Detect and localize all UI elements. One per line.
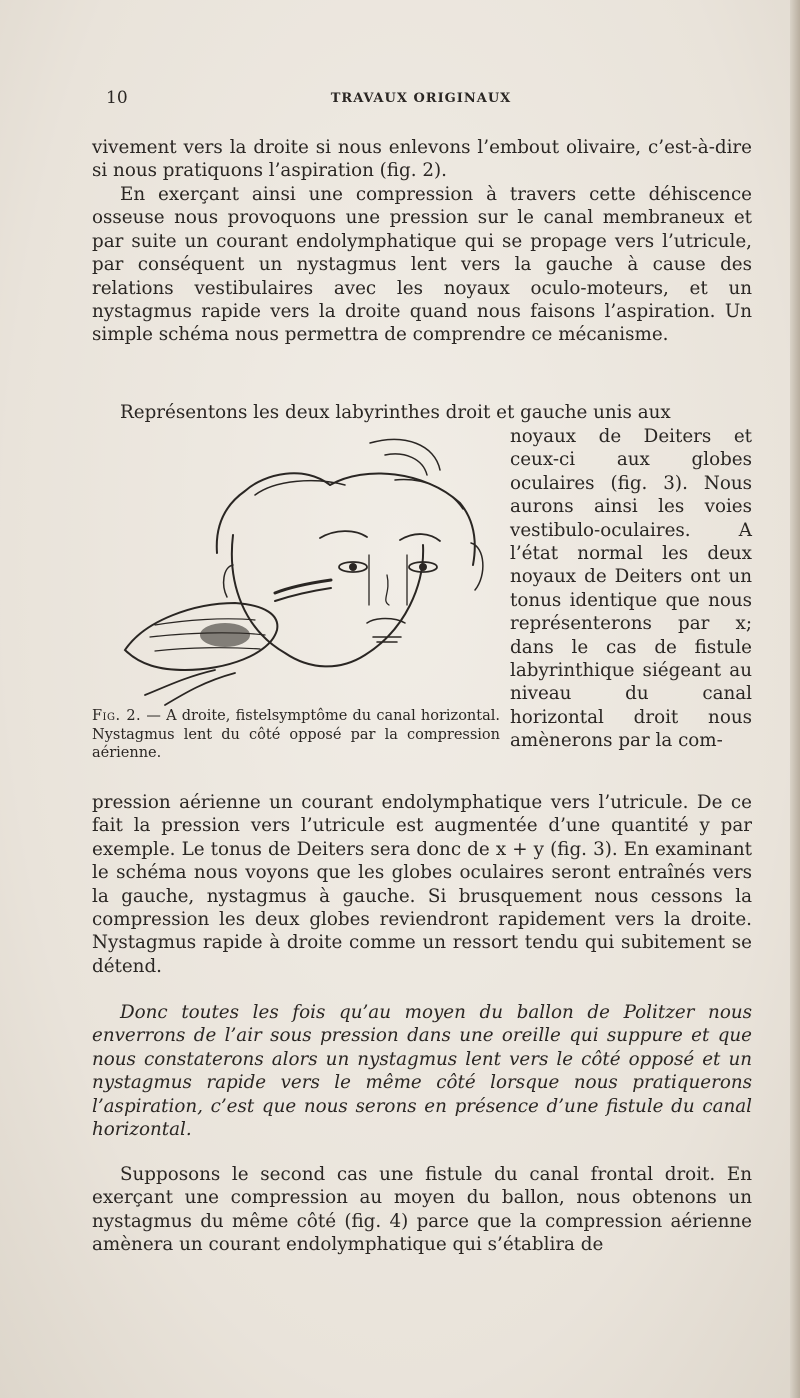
paragraph-4: pression aérienne un courant endolymphatique vers l’utricule. De ce fait la pression vers l’utricule est augmentée d’une quantité y par exemple. Le tonus de Deiters sera donc de x + y (fig. 3). En examinant le schéma nous voyons que les globes oculaires seront entraînés vers la gauche, nystagmus à gauche. Si brusquement nous cessons la compression les deux globes reviendront rapidement vers la droite. Nystagmus rapide à droite comme un ressort tendu qui subitement se détend.: [92, 792, 752, 977]
page-edge: [790, 0, 800, 1398]
paragraph-5: Supposons le second cas une fistule du canal frontal droit. En exerçant une compression au moyen du ballon, nous obtenons un nystagmus du même côté (fig. 4) parce que la compression aérienne amènera un courant endolymphatique qui s’établira de: [92, 1164, 752, 1256]
paragraph-3: Représentons les deux labyrinthes droit et gauche unis aux: [120, 402, 671, 423]
page-number: 10: [106, 88, 128, 108]
paragraph-2: En exerçant ainsi une compression à travers cette déhiscence osseuse nous provoquons une pression sur le canal membraneux et par suite un courant endolymphatique qui se propage vers l’utricule, par conséquent un nystagmus lent vers la gauche à cause des relations vestibulaires avec les noyaux oculo-moteurs, et un nystagmus rapide vers la droite quand nous faisons l’aspiration. Un simple schéma nous permettra de comprendre ce mécanisme.: [92, 184, 752, 346]
head-balloon-drawing: [105, 425, 495, 710]
running-head: TRAVAUX ORIGINAUX: [330, 91, 512, 106]
figure-caption: [92, 707, 500, 763]
italic-paragraph: Donc toutes les fois qu’au moyen du ballon de Politzer nous enverrons de l’air sous pression dans une oreille qui suppure et que nous constaterons alors un nystagmus lent vers le côté opposé et un nystagmus rapide vers le même côté lorsque nous pratiquerons l’aspiration, c’est que nous serons en présence d’une fistule du canal horizontal.: [92, 1002, 752, 1141]
figure-2-illustration: [105, 425, 495, 710]
paragraph-1: vivement vers la droite si nous enlevons l’embout olivaire, c’est-à-dire si nous pratiquons l’aspiration (fig. 2).: [92, 137, 752, 182]
caption-text: — A droite, fistelsymptôme du canal horizontal. Nystagmus lent du côté opposé par la compression aérienne.: [92, 708, 500, 761]
page-header: [92, 88, 750, 114]
float-column-text: noyaux de Deiters et ceux-ci aux globes oculaires (fig. 3). Nous aurons ainsi les voies vestibulo-oculaires. A l’état normal les deux noyaux de Deiters ont un tonus identique que nous représenterons par x; dans le cas de fistule labyrinthique siégeant au niveau du canal horizontal droit nous amènerons par la com-: [510, 426, 752, 752]
caption-label: Fig. 2.: [92, 708, 142, 724]
